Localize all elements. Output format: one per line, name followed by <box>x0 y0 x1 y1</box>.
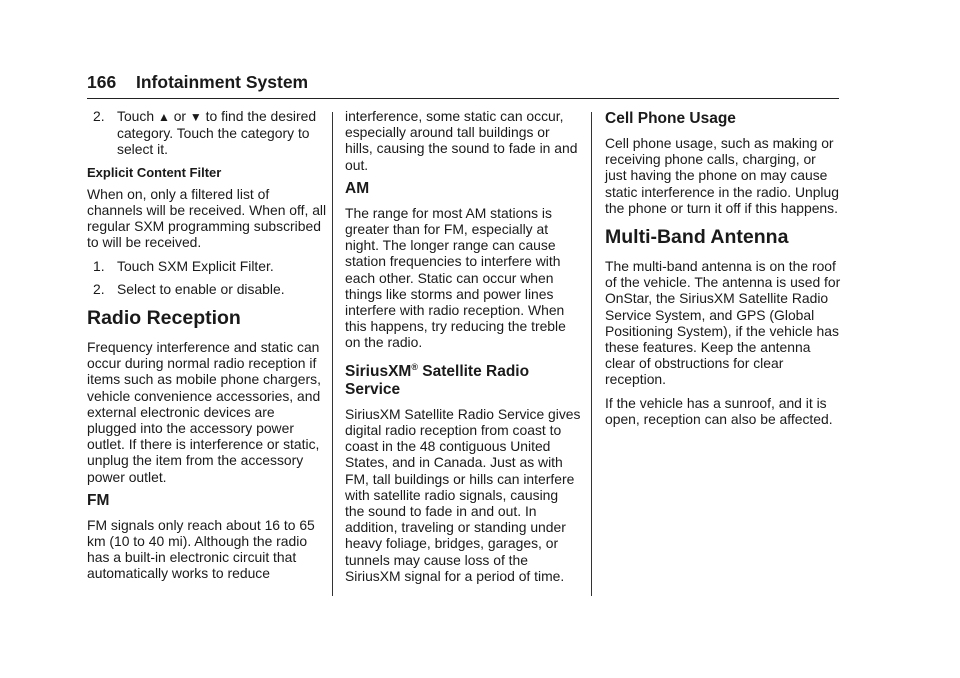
registered-mark: ® <box>411 361 418 372</box>
explicit-step-2 <box>87 281 327 297</box>
siriusxm-heading-b: Satellite Radio Service <box>345 362 530 398</box>
step-number: 2. <box>93 280 105 297</box>
antenna-body-1: The multi-band antenna is on the roof of the vehicle. The antenna is used for OnStar, the SiriusXM Satellite Radio Service System, and GPS (Global Positioning System), if the vehicle has these features. Keep the antenna clear of obstructions for clear reception. <box>605 258 841 388</box>
fm-heading: FM <box>87 491 110 509</box>
page-header <box>87 72 839 98</box>
antenna-heading: Multi-Band Antenna <box>605 226 789 249</box>
step-text-or: or <box>173 108 187 124</box>
page-number: 166 <box>87 72 117 92</box>
fm-body: FM signals only reach about 16 to 65 km (10 to 40 mi). Although the radio has a built-in electronic circuit that automatically works to reduce <box>87 516 315 582</box>
cell-phone-heading: Cell Phone Usage <box>605 110 736 127</box>
column-3 <box>605 108 841 434</box>
column-2 <box>345 108 581 591</box>
column-divider-2 <box>591 112 592 596</box>
column-divider-1 <box>332 112 333 596</box>
step-text: Select to enable or disable. <box>117 280 285 297</box>
step-2-category <box>87 108 327 158</box>
siriusxm-heading-a: SiriusXM <box>345 362 412 380</box>
up-arrow-icon: ▲ <box>157 110 170 124</box>
explicit-filter-body: When on, only a filtered list of channels will be received. When off, all regular SXM programming subscribed to will be received. <box>87 185 327 251</box>
am-body: The range for most AM stations is greater than for FM, especially at night. The longer range can cause station frequencies to interfere with each other. Static can occur when things like storms and power lines interfere with radio reception. When this happens, try reducing the treble on the radio. <box>345 204 566 351</box>
am-heading: AM <box>345 179 370 197</box>
radio-reception-heading: Radio Reception <box>87 307 241 330</box>
section-title: Infotainment System <box>136 72 309 92</box>
explicit-step-1 <box>87 258 327 274</box>
fm-body-continued: interference, some static can occur, especially around tall buildings or hills, causing the sound to fade in and out. <box>345 108 578 173</box>
step-text-a: Touch <box>117 108 155 124</box>
column-1 <box>87 108 327 589</box>
antenna-body-2: If the vehicle has a sunroof, and it is open, reception can also be affected. <box>605 394 833 427</box>
header-divider <box>87 98 839 99</box>
step-text-b: to find the desired category. Touch the category to select it. <box>117 108 317 158</box>
explicit-filter-heading: Explicit Content Filter <box>87 164 222 180</box>
down-arrow-icon: ▼ <box>189 110 202 124</box>
step-number: 1. <box>93 257 105 274</box>
cell-phone-body: Cell phone usage, such as making or receiving phone calls, charging, or just having the phone on may cause static interference in the radio. Unplug the phone or turn it off if this happens. <box>605 135 839 216</box>
siriusxm-heading <box>345 358 581 399</box>
siriusxm-body: SiriusXM Satellite Radio Service gives digital radio reception from coast to coast in the 48 contiguous United States, and in Canada. Just as with FM, tall buildings or hills can interfere with satellite radio signals, causing the sound to fade in and out. In addition, traveling or standing under heavy foliage, bridges, garages, or tunnels may cause loss of the SiriusXM signal for a period of time. <box>345 405 581 584</box>
step-text: Touch SXM Explicit Filter. <box>117 257 274 274</box>
radio-reception-body: Frequency interference and static can occur during normal radio reception if items such as mobile phone chargers, vehicle convenience accessories, and external electronic devices are plugged into the accessory power outlet. If there is interference or static, unplug the item from the accessory power outlet. <box>87 339 321 485</box>
step-number: 2. <box>93 108 105 124</box>
